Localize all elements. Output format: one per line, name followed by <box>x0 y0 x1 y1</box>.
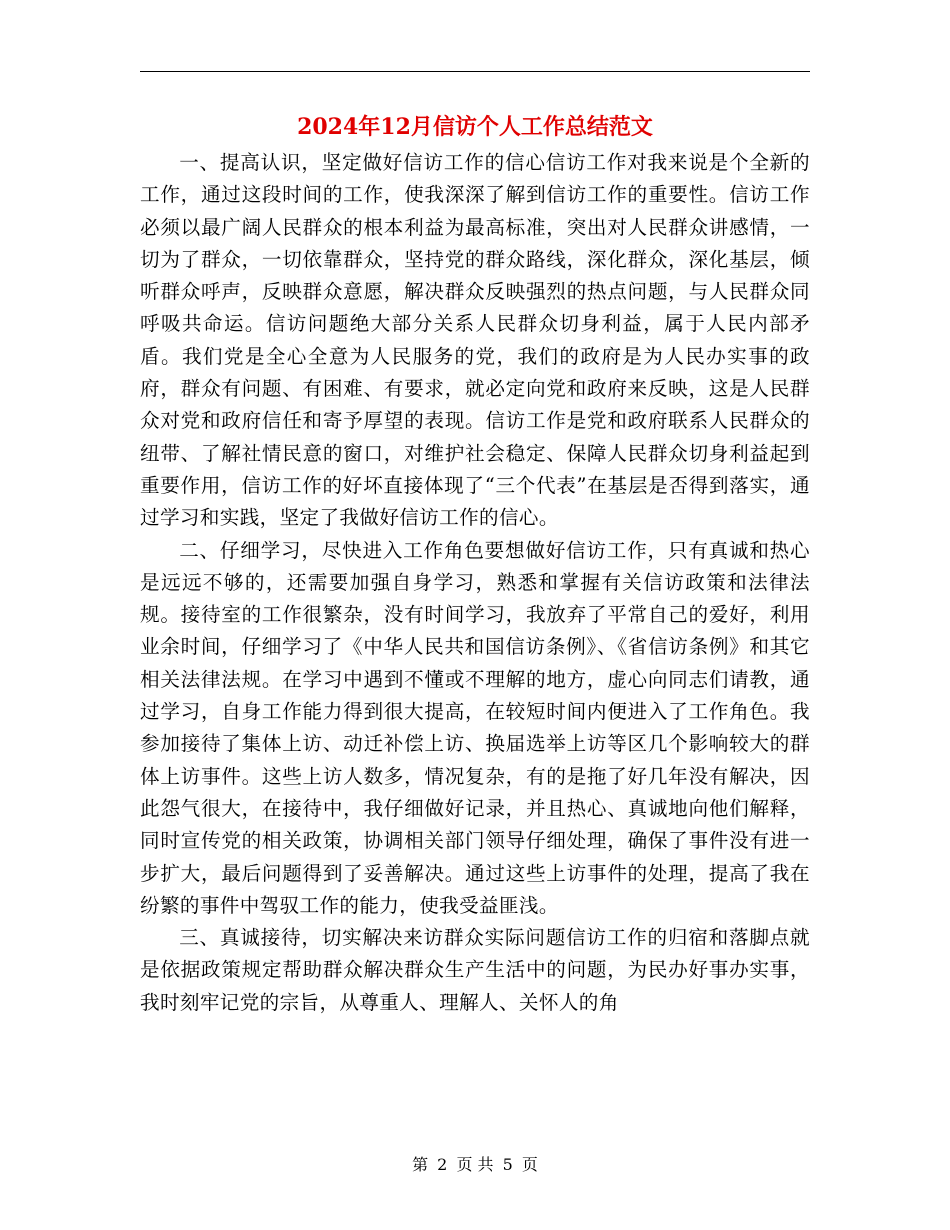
page-label-suffix: 页 <box>521 1155 538 1174</box>
document-title: 2024年12月信访个人工作总结范文 <box>297 114 653 140</box>
paragraph-2: 二、仔细学习，尽快进入工作角色要想做好信访工作，只有真诚和热心是远远不够的，还需要加强自身学习，熟悉和掌握有关信访政策和法律法规。接待室的工作很繁杂，没有时间学习，我放弃了平常自己的爱好，利用业余时间，仔细学习了《中华人民共和国信访条例》、《省信访条例》和其它相关法律法规。在学习中遇到不懂或不理解的地方，虚心向同志们请教，通过学习，自身工作能力得到很大提高，在较短时间内便进入了工作角色。我参加接待了集体上访、动迁补偿上访、换届选举上访等区几个影响较大的群体上访事件。这些上访人数多，情况复杂，有的是拖了好几年没有解决，因此怨气很大，在接待中，我仔细做好记录，并且热心、真诚地向他们解释，同时宣传党的相关政策，协调相关部门领导仔细处理，确保了事件没有进一步扩大，最后问题得到了妥善解决。通过这些上访事件的处理，提高了我在纷繁的事件中驾驭工作的能力，使我受益匪浅。 <box>140 538 810 917</box>
total-pages: 5 <box>502 1155 513 1174</box>
paragraph-3: 三、真诚接待，切实解决来访群众实际问题信访工作的归宿和落脚点就是依据政策规定帮助群众解决群众生产生活中的问题，为民办好事办实事，我时刻牢记党的宗旨，从尊重人、理解人、关怀人的角 <box>140 926 810 1014</box>
page-footer <box>0 1153 950 1177</box>
page-label-prefix: 第 <box>412 1155 429 1174</box>
page-number: 2 <box>437 1155 448 1174</box>
document-body <box>140 147 810 1019</box>
header-rule <box>140 71 810 72</box>
paragraph-1: 一、提高认识，坚定做好信访工作的信心信访工作对我来说是个全新的工作，通过这段时间的工作，使我深深了解到信访工作的重要性。信访工作必须以最广阔人民群众的根本利益为最高标准，突出对人民群众讲感情，一切为了群众，一切依靠群众，坚持党的群众路线，深化群众，深化基层，倾听群众呼声，反映群众意愿，解决群众反映强烈的热点问题，与人民群众同呼吸共命运。信访问题绝大部分关系人民群众切身利益，属于人民内部矛盾。我们党是全心全意为人民服务的党，我们的政府是为人民办实事的政府，群众有问题、有困难、有要求，就必定向党和政府来反映，这是人民群众对党和政府信任和寄予厚望的表现。信访工作是党和政府联系人民群众的纽带、了解社情民意的窗口，对维护社会稳定、保障人民群众切身利益起到重要作用，信访工作的好坏直接体现了“三个代表”在基层是否得到落实，通过学习和实践，坚定了我做好信访工作的信心。 <box>140 151 810 530</box>
page-label-mid: 页 共 <box>456 1155 494 1174</box>
